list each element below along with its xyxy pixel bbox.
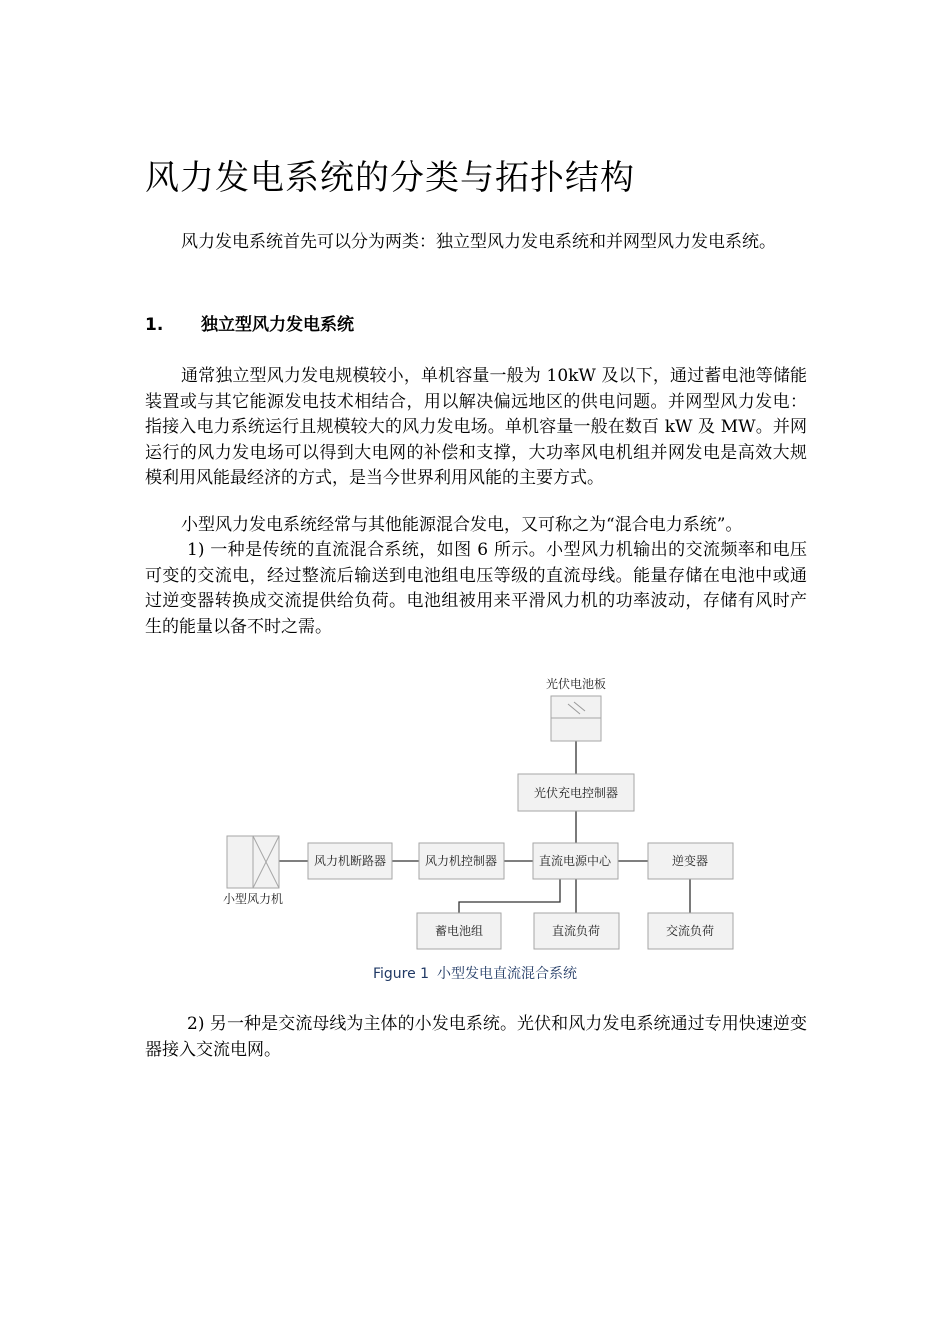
battery-label: 蓄电池组	[434, 924, 484, 938]
figure-caption-text: 小型发电直流混合系统	[437, 966, 578, 982]
paragraph-hybrid: 小型风力发电系统经常与其他能源混合发电，又可称之为“混合电力系统”。	[181, 515, 743, 535]
wind-breaker-label: 风力机断路器	[313, 854, 387, 868]
diagram-connectors	[279, 741, 690, 913]
inverter-label: 逆变器	[671, 854, 709, 868]
wind-turbine-icon	[227, 836, 279, 888]
figure-label: Figure 1	[372, 966, 430, 982]
pv-panel-label: 光伏电池板	[545, 677, 607, 691]
page-title: 风力发电系统的分类与拓扑结构	[145, 158, 635, 198]
section-heading-text: 独立型风力发电系统	[201, 315, 354, 335]
connector-dc-battery	[459, 879, 560, 913]
paragraph-dc-hybrid: 1) 一种是传统的直流混合系统，如图 6 所示。小型风力机输出的交流频率和电压可变的交流电，经过整流后输送到电池组电压等级的直流母线。能量存储在电池中或通过逆变器转换成交流提供给负荷。电池组被用来平滑风力机的功率波动，存储有风时产生的能量以备不时之需。	[145, 540, 807, 637]
wind-turbine-label: 小型风力机	[222, 892, 284, 906]
wind-controller-label: 风力机控制器	[424, 854, 498, 868]
ac-load-label: 交流负荷	[665, 924, 715, 938]
section-heading	[145, 310, 354, 335]
paragraph-standalone: 通常独立型风力发电规模较小，单机容量一般为 10kW 及以下，通过蓄电池等储能装置或与其它能源发电技术相结合，用以解决偏远地区的供电问题。并网型风力发电：指接入电力系统运行且规模较大的风力发电场。单机容量一般在数百 kW 及 MW。并网运行的风力发电场可以得到大电网的补偿和支撑，大功率风电机组并网发电是高效大规模利用风能最经济的方式，是当今世界利用风能的主要方式。	[145, 366, 807, 488]
section-number: 1.	[145, 315, 164, 335]
intro-paragraph: 风力发电系统首先可以分为两类：独立型风力发电系统和并网型风力发电系统。	[181, 232, 776, 252]
figure-caption	[0, 963, 950, 983]
pv-panel-icon	[551, 696, 601, 741]
dc-load-label: 直流负荷	[551, 924, 601, 938]
pv-controller-label: 光伏充电控制器	[533, 786, 619, 800]
paragraph-ac-bus: 2) 另一种是交流母线为主体的小发电系统。光伏和风力发电系统通过专用快速逆变器接入交流电网。	[145, 1014, 807, 1060]
system-diagram	[0, 660, 950, 960]
dc-center-label: 直流电源中心	[538, 854, 612, 868]
